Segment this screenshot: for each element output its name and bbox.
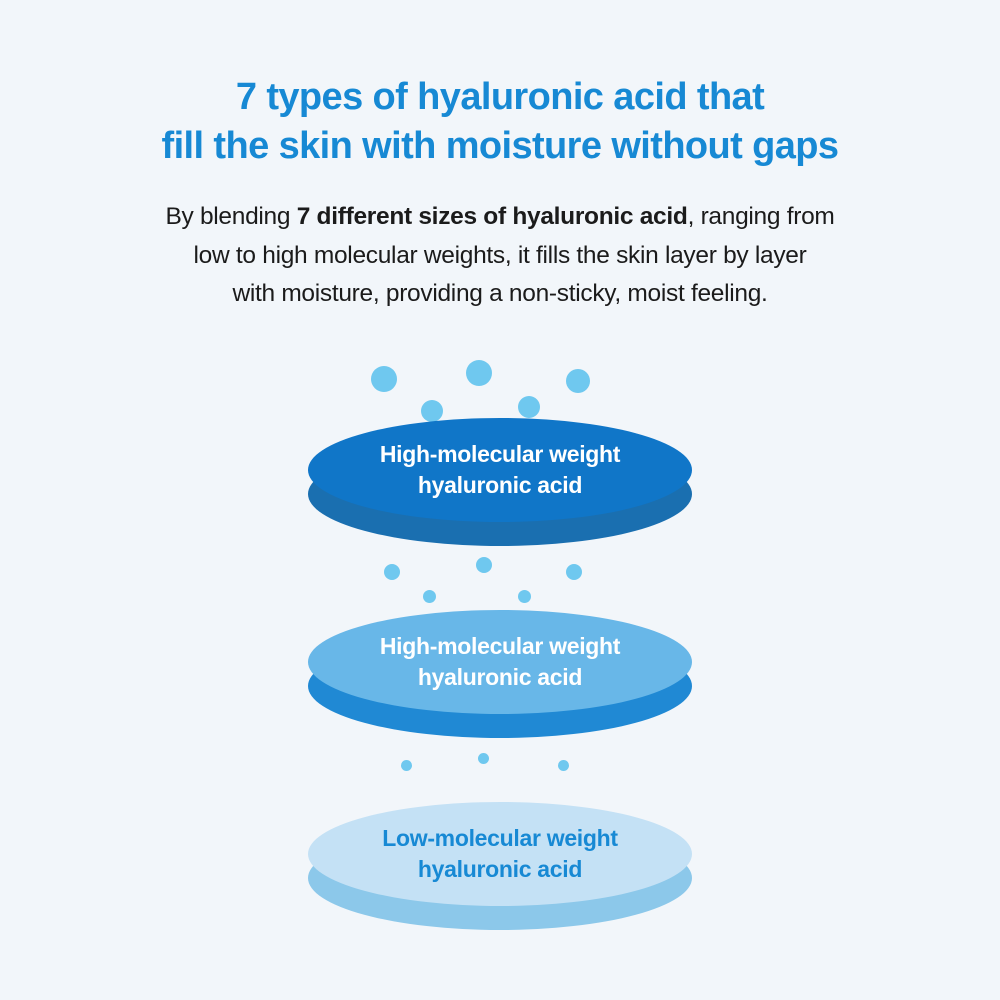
- disc-low-molecular-weight: [308, 802, 692, 932]
- disc-high-molecular-weight-2: [308, 610, 692, 740]
- particle-dot: [478, 753, 489, 764]
- disc-label-line-1: High-molecular weight: [379, 440, 621, 467]
- particle-dot: [566, 369, 590, 393]
- description-line-2: low to high molecular weights, it fills the skin layer by layer: [193, 241, 807, 269]
- disc-top: [308, 610, 692, 714]
- disc-label-line-1: Low-molecular weight: [382, 824, 618, 851]
- page-title-line-1: 7 types of hyaluronic acid that: [235, 76, 765, 119]
- description-line-1-pre: By blending: [165, 203, 297, 230]
- disc-label-line-2: hyaluronic acid: [417, 856, 583, 882]
- description-text: [0, 198, 1000, 314]
- particle-dot: [566, 564, 582, 580]
- disc-top: [308, 802, 692, 906]
- particle-dot: [518, 396, 540, 418]
- particle-dot: [466, 360, 492, 386]
- description-line-1: [0, 198, 1000, 237]
- molecule-layers-diagram: [0, 352, 1000, 972]
- page-title: [0, 73, 1000, 170]
- particle-dot: [401, 760, 412, 771]
- disc-label-line-1: High-molecular weight: [379, 632, 621, 659]
- particle-dot: [423, 590, 436, 603]
- page-title-line-2: fill the skin with moisture without gaps: [161, 125, 839, 168]
- description-line-3: with moisture, providing a non-sticky, moist feeling.: [232, 280, 768, 308]
- particle-dot: [371, 366, 397, 392]
- particle-dot: [518, 590, 531, 603]
- particle-dot: [384, 564, 400, 580]
- description-line-1-post: , ranging from: [687, 203, 835, 230]
- particle-dot: [558, 760, 569, 771]
- disc-label-line-2: hyaluronic acid: [417, 664, 583, 690]
- disc-high-molecular-weight-1: [308, 418, 692, 548]
- description-highlight: 7 different sizes of hyaluronic acid: [296, 203, 688, 230]
- disc-top: [308, 418, 692, 522]
- particle-dot: [476, 557, 492, 573]
- disc-label-line-2: hyaluronic acid: [417, 472, 583, 498]
